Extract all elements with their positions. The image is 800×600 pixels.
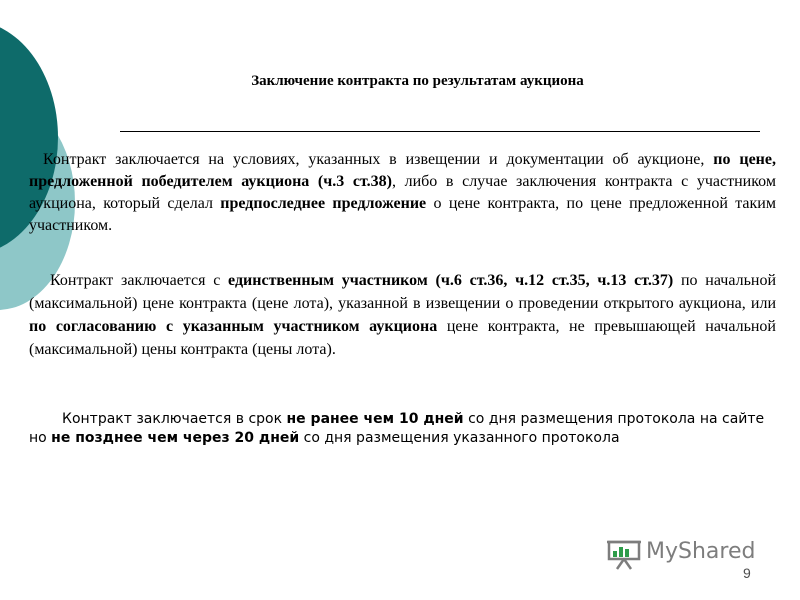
text-span: о цене контракта, по цене предложенной таким участником. [29, 195, 776, 234]
paragraph-single-participant [29, 269, 776, 361]
text-span: цене контракта, не превышающей начальной (максимальной) цены контракта (цены лота). [29, 318, 776, 358]
page-number: 9 [743, 565, 751, 581]
text-span: со дня размещения указанного протокола [299, 430, 620, 446]
paragraph-price-terms [29, 149, 776, 237]
text-span: по начальной (максимальной) цене контракта (цене лота), указанной в извещении о проведении открытого аукциона, или [29, 272, 777, 312]
bold-span: единственным участником (ч.6 ст.36, ч.12 ст.35, ч.13 ст.37) [228, 272, 674, 289]
text-span: Контракт заключается на условиях, указанных в извещении и документации об аукционе, [43, 151, 714, 168]
presentation-board-icon [606, 538, 642, 570]
watermark-text: MyShared [646, 539, 756, 564]
bold-span: по согласованию с указанным участником аукциона [29, 318, 438, 335]
bold-span: по цене, предложенной победителем аукциона (ч.3 ст.38) [29, 151, 777, 190]
bold-span: предпоследнее предложение [220, 195, 427, 212]
paragraph-deadline [29, 410, 779, 448]
slide-title: Заключение контракта по результатам аукциона [251, 73, 584, 89]
text-span: со дня размещения протокола на сайте но [29, 411, 765, 446]
myshared-watermark [606, 538, 766, 572]
bold-span: не ранее чем 10 дней [286, 411, 464, 427]
text-span: Контракт заключается в срок [62, 411, 287, 427]
text-span: , либо в случае заключения контракта с участником аукциона, который сделал [29, 173, 776, 212]
text-span: Контракт заключается с [50, 272, 229, 289]
bold-span: не позднее чем через 20 дней [51, 430, 300, 446]
title-underline [120, 131, 760, 132]
